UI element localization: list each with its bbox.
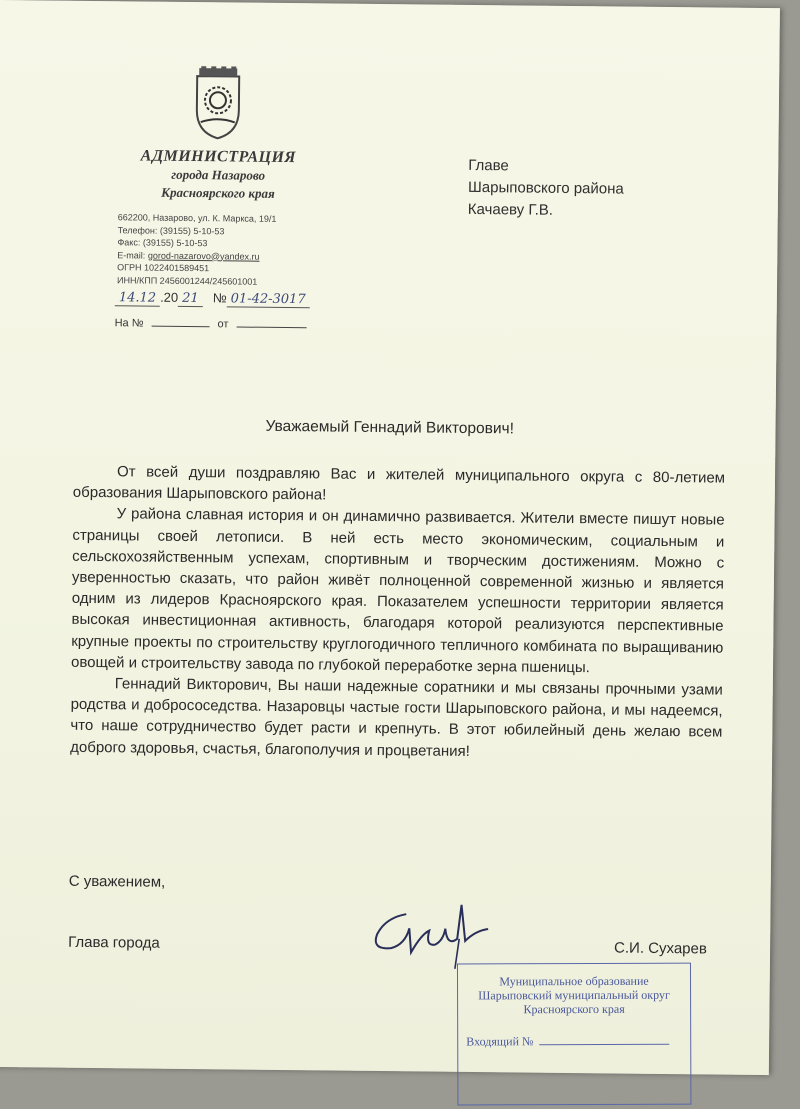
year-prefix: .20 <box>160 289 179 305</box>
paragraph-3: Геннадий Викторович, Вы наши надежные соратники и мы связаны прочными узами родства и добрососедства. Назаровцы частые гости Шарыповского района, и мы надеемся, что наше сотрудничество будет расти и крепнуть. В этот юбилейный день желаю всем доброго здоровья, счастья, благополучия и процветания! <box>70 675 723 760</box>
addressee-line2: Шарыповского района <box>467 178 624 198</box>
email-link[interactable]: gorod-nazarovo@yandex.ru <box>147 250 260 262</box>
addressee-block <box>468 155 624 223</box>
stamp-line3: Красноярского края <box>523 1001 625 1017</box>
number-label: № <box>212 290 227 306</box>
stamp-line1: Муниципальное образование <box>499 973 649 989</box>
addressee-line1: Главе <box>468 156 509 175</box>
signer-position: Глава города <box>68 933 160 952</box>
ref-from: от <box>217 318 229 331</box>
stamp-incoming-blank <box>539 1044 669 1045</box>
email-label: E-mail: <box>117 249 148 261</box>
letter-body <box>70 461 725 765</box>
contact-inn: ИНН/КПП 2456001244/245601001 <box>117 274 258 287</box>
contact-phone: Телефон: (39155) 5-10-53 <box>117 224 225 236</box>
addressee-line3: Качаеву Г.В. <box>467 200 554 219</box>
reference-line <box>115 317 315 331</box>
org-region: Красноярского края <box>161 184 275 201</box>
ref-date-blank <box>236 326 306 328</box>
handwritten-year: 21 <box>178 291 203 307</box>
org-city: города Назарово <box>171 166 266 183</box>
paragraph-2: У района славная история и он динамично развивается. Жители вместе пишут новые страницы своей летописи. В ней есть место экономическим, социальным и сельскохозяйственным успехам, спортивным и творческим достижениям. Можно с уверенностью сказать, что район живёт полноценной современной жизнью и является одним из лидеров Красноярского края. Показателем успешности территории является высокая инвестиционная активность, благодаря которой реализуются перспективные крупные проекты по строительству круглогодичного тепличного комбината по выращиванию овощей и строительству завода по глубокой переработке зерна пшеницы. <box>70 505 725 677</box>
ref-prefix: На № <box>114 317 144 330</box>
signer-name: С.И. Сухарев <box>614 939 707 958</box>
org-title: АДМИНИСТРАЦИЯ <box>140 147 297 167</box>
paragraph-1: От всей души поздравляю Вас и жителей муниципального округа с 80-летием образования Шарыповского района! <box>72 463 726 504</box>
handwritten-number: 01-42-3017 <box>227 291 310 308</box>
closing: С уважением, <box>68 872 166 891</box>
ref-number-blank <box>152 326 210 328</box>
handwritten-date: 14.12 <box>115 290 160 306</box>
contact-block <box>117 211 277 288</box>
stamp-incoming-label: Входящий № <box>466 1034 534 1049</box>
stamp-line2: Шарыповский муниципальный округ <box>478 987 670 1003</box>
contact-address: 662200, Назарово, ул. К. Маркса, 19/1 <box>117 212 277 224</box>
registration-line <box>115 289 310 308</box>
city-emblem-icon <box>191 66 246 141</box>
contact-ogrn: ОГРН 1022401589451 <box>117 262 210 274</box>
incoming-stamp <box>457 963 691 1106</box>
stamp-incoming <box>466 1034 669 1050</box>
organization-name <box>128 147 309 203</box>
salutation: Уважаемый Геннадий Викторович! <box>265 417 515 438</box>
stamp-text <box>458 974 690 1017</box>
contact-fax: Факс: (39155) 5-10-53 <box>117 237 208 249</box>
